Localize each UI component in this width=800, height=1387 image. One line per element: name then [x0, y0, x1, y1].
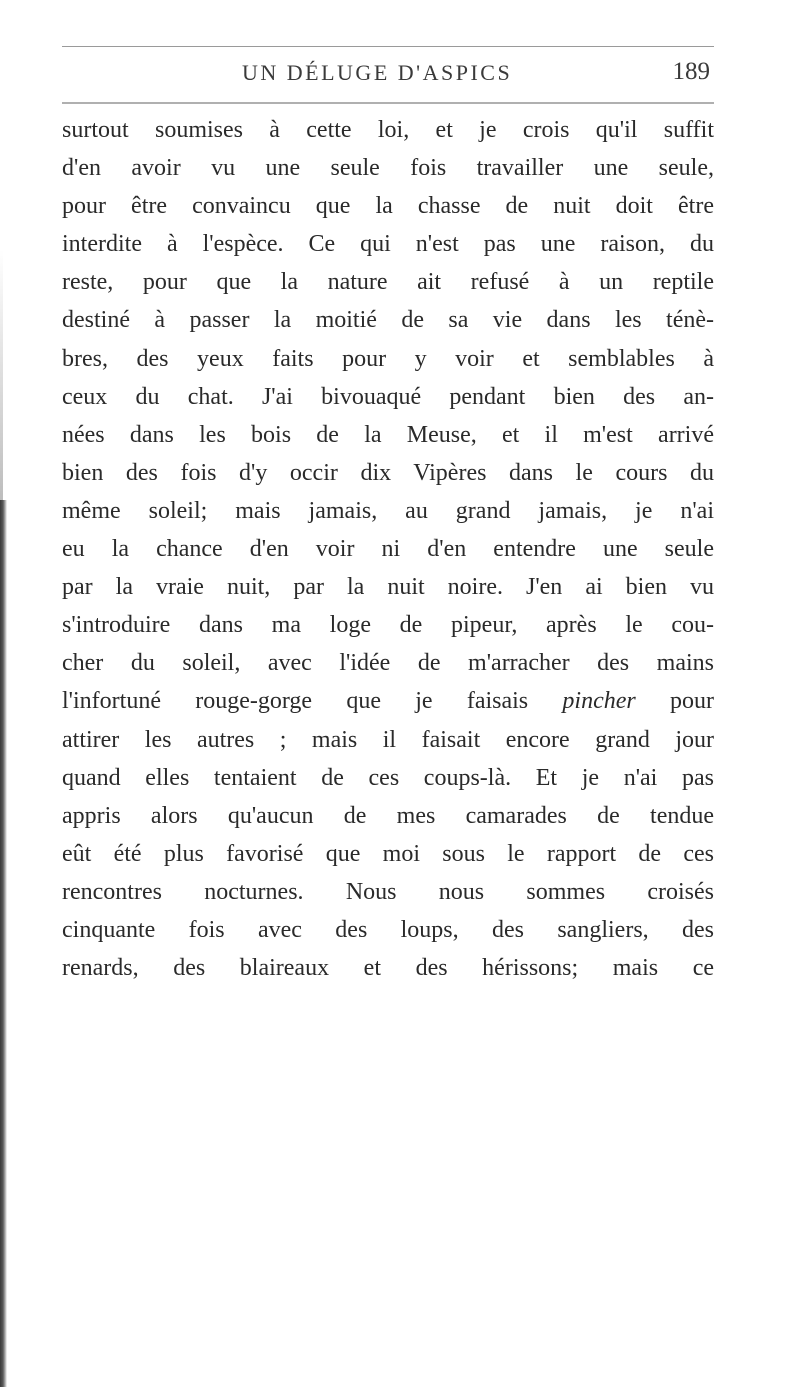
text-line-18: quand elles tentaient de ces coups-là. Et je n'ai pas — [62, 764, 714, 791]
header-rule — [62, 102, 714, 104]
text-line-16-start: l'infortuné rouge-gorge que je faisais — [62, 688, 529, 715]
text-line-5: reste, pour que la nature ait refusé à un reptile — [62, 269, 714, 296]
text-line-17: attirer les autres ; mais il faisait encore grand jour — [62, 726, 714, 753]
text-line-13: par la vraie nuit, par la nuit noire. J'en ai bien vu — [62, 574, 714, 601]
text-line-22: cinquante fois avec des loups, des sangliers, des — [62, 916, 714, 943]
text-line-23: renards, des blaireaux et des hérissons; mais ce — [62, 955, 714, 982]
text-line-1: surtout soumises à cette loi, et je crois qu'il suffit — [62, 117, 714, 143]
text-line-3: pour être convaincu que la chasse de nuit doit être — [62, 193, 714, 220]
text-line-15: cher du soleil, avec l'idée de m'arracher des mains — [62, 650, 714, 677]
text-line-14: s'introduire dans ma loge de pipeur, après le cou- — [62, 612, 714, 639]
text-line-21: rencontres nocturnes. Nous nous sommes croisés — [62, 878, 714, 905]
text-line-12: eu la chance d'en voir ni d'en entendre une seule — [62, 536, 714, 563]
text-line-16 — [62, 682, 714, 720]
text-line-16-end: pour — [670, 688, 714, 715]
text-line-4: interdite à l'espèce. Ce qui n'est pas une raison, du — [62, 231, 714, 258]
text-line-11: même soleil; mais jamais, au grand jamais, je n'ai — [62, 497, 714, 524]
page-number: 189 — [672, 58, 710, 85]
text-line-10: bien des fois d'y occir dix Vipères dans le cours du — [62, 459, 714, 486]
running-title: UN DÉLUGE D'ASPICS — [242, 60, 513, 85]
text-line-7: bres, des yeux faits pour y voir et semblables à — [62, 345, 714, 372]
page-gutter-shadow-faint — [0, 250, 3, 500]
text-line-8: ceux du chat. J'ai bivouaqué pendant bien des an- — [62, 383, 714, 410]
text-line-6: destiné à passer la moitié de sa vie dans les ténè- — [62, 307, 714, 334]
page-header — [62, 58, 714, 98]
page-gutter-shadow — [0, 500, 7, 1387]
italic-word: pincher — [562, 688, 636, 715]
top-rule — [62, 46, 714, 47]
text-line-9: nées dans les bois de la Meuse, et il m'est arrivé — [62, 421, 714, 448]
text-line-2: d'en avoir vu une seule fois travailler une seule, — [62, 155, 714, 182]
text-line-20: eût été plus favorisé que moi sous le rapport de ces — [62, 840, 714, 867]
text-line-19: appris alors qu'aucun de mes camarades de tendue — [62, 802, 714, 829]
body-text — [62, 111, 714, 987]
